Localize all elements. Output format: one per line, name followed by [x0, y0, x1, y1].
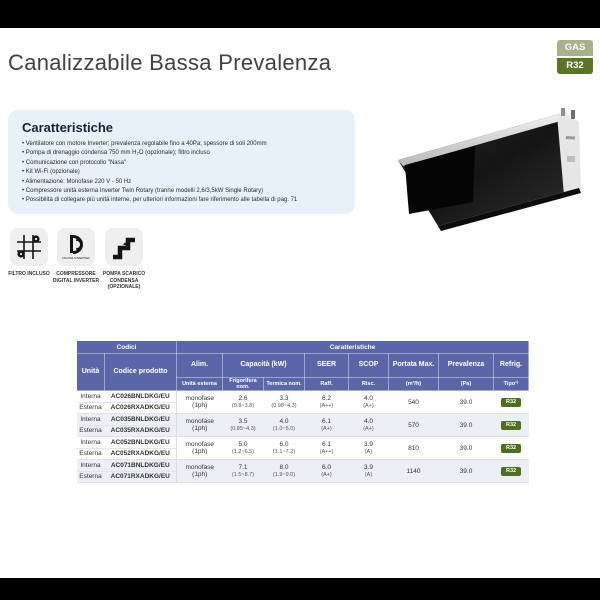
- feature-bullet: • Comunicazione con protocollo "Nasa": [22, 159, 341, 168]
- table-row: Esterna AC026RXADKG/EU: [77, 402, 529, 414]
- product-code: AC035RXADKG/EU: [105, 425, 177, 437]
- drain-pump-icon: [109, 232, 139, 262]
- table-row: Interna AC071BNLDKG/EU monofase (1ph) 7.1 (1.5~8.7) 8.0 (1.9~9.0) 6.0 (A+) 3.9 (A) 1140 39.0 R32: [77, 460, 529, 472]
- feature-bullet: • Kit Wi-Fi (opzionale): [22, 168, 341, 177]
- col-portata-sub: (m³/h): [389, 378, 439, 391]
- feature-bullet: • Ventilatore con motore Inverter; prevalenza regolabile fino a 40Pa; spessore di soli 200mm: [22, 140, 341, 149]
- r32-pill: R32: [501, 398, 521, 407]
- features-box: [8, 110, 355, 214]
- feature-bullet: • Possibilità di collegare più unità interne, per ulteriori informazioni fare riferimento alle tabella di pag. 71: [22, 196, 341, 205]
- col-scop: SCOP: [349, 354, 389, 378]
- tile-label: FILTRO INCLUSO: [8, 271, 50, 277]
- table-row: Interna AC052BNLDKG/EU monofase (1ph) 5.0 (1.2~6.5) 6.0 (1.1~7.2) 6.1 (A++) 3.9 (A) 810 39.0 R32: [77, 437, 529, 449]
- ducted-unit-photo: [383, 98, 588, 238]
- table-row: Esterna AC052RXADKG/EU: [77, 448, 529, 460]
- col-group-caratteristiche: Caratteristiche: [177, 341, 529, 354]
- table-row: Interna AC035BNLDKG/EU monofase (1ph) 3.5 (0.85~4.3) 4.0 (1.0~5.0) 6.1 (A+) 4.0 (A+) 570 39.0 R32: [77, 414, 529, 426]
- letterbox-bottom: [0, 578, 600, 600]
- product-code: AC035BNLDKG/EU: [105, 414, 177, 426]
- r32-pill: R32: [501, 467, 521, 476]
- col-seer-sub: Raff.: [305, 378, 349, 391]
- features-heading: Caratteristiche: [22, 120, 114, 135]
- table-row: Esterna AC071RXADKG/EU: [77, 471, 529, 483]
- svg-text:DIGITAL INVERTER: DIGITAL INVERTER: [62, 256, 90, 260]
- drain-pump-tile: [105, 228, 143, 266]
- col-codice-prodotto: Codice prodotto: [105, 354, 177, 391]
- gas-badge: GAS: [557, 40, 593, 56]
- refrigerant-badges: [557, 40, 593, 74]
- col-prevalenza-sub: (Pa): [439, 378, 494, 391]
- filter-included-tile: [10, 228, 48, 266]
- r32-pill: R32: [501, 444, 521, 453]
- col-seer: SEER: [305, 354, 349, 378]
- col-prevalenza: Prevalenza: [439, 354, 494, 378]
- col-scop-sub: Risc.: [349, 378, 389, 391]
- digital-inverter-tile: [57, 228, 95, 266]
- feature-bullet: • Compressore unità esterna Inverter Twin Rotary (tranne modelli 2,6/3,5kW Single Rotary): [22, 187, 341, 196]
- product-code: AC026BNLDKG/EU: [105, 391, 177, 403]
- col-alim: Alim.: [177, 354, 223, 378]
- col-termica-sub: Termica nom.: [264, 378, 305, 391]
- product-code: AC071BNLDKG/EU: [105, 460, 177, 472]
- feature-bullet: • Alimentazione: Monofase 220 V - 50 Hz: [22, 178, 341, 187]
- col-frigorifera-sub: Frigorifera nom.: [223, 378, 264, 391]
- table-row: Esterna AC035RXADKG/EU: [77, 425, 529, 437]
- filter-icon: [14, 232, 44, 262]
- digital-inverter-icon: [60, 231, 92, 263]
- product-code: AC052BNLDKG/EU: [105, 437, 177, 449]
- col-alim-sub: Unità esterna: [177, 378, 223, 391]
- product-code: AC052RXADKG/EU: [105, 448, 177, 460]
- product-code: AC071RXADKG/EU: [105, 471, 177, 483]
- page-title: Canalizzabile Bassa Prevalenza: [8, 50, 332, 75]
- r32-badge: R32: [557, 58, 593, 74]
- product-code: AC026RXADKG/EU: [105, 402, 177, 414]
- col-capacita: Capacità (kW): [223, 354, 305, 378]
- tile-label: POMPA SCARICO CONDENSA (OPZIONALE): [102, 271, 146, 290]
- col-refrig-sub: Tipo¹⁾: [494, 378, 529, 391]
- col-unita: Unità: [77, 354, 105, 391]
- col-portata-max: Portata Max.: [389, 354, 439, 378]
- table-row: Interna AC026BNLDKG/EU monofase (1ph) 2.6 (0.8~3.8) 3.3 (0.98~4.3) 6.2 (A++) 4.0 (A+) 540 39.0 R32: [77, 391, 529, 403]
- col-group-codici: Codici: [77, 341, 177, 354]
- r32-pill: R32: [501, 421, 521, 430]
- spec-table: [76, 340, 529, 483]
- letterbox-top: [0, 0, 600, 28]
- features-list: [22, 140, 341, 206]
- col-refrig: Refrig.: [494, 354, 529, 378]
- tile-label: COMPRESSORE DIGITAL INVERTER: [52, 271, 100, 284]
- feature-bullet: • Pompa di drenaggio condensa 750 mm H₂O (opzionale); filtro incluso: [22, 149, 341, 158]
